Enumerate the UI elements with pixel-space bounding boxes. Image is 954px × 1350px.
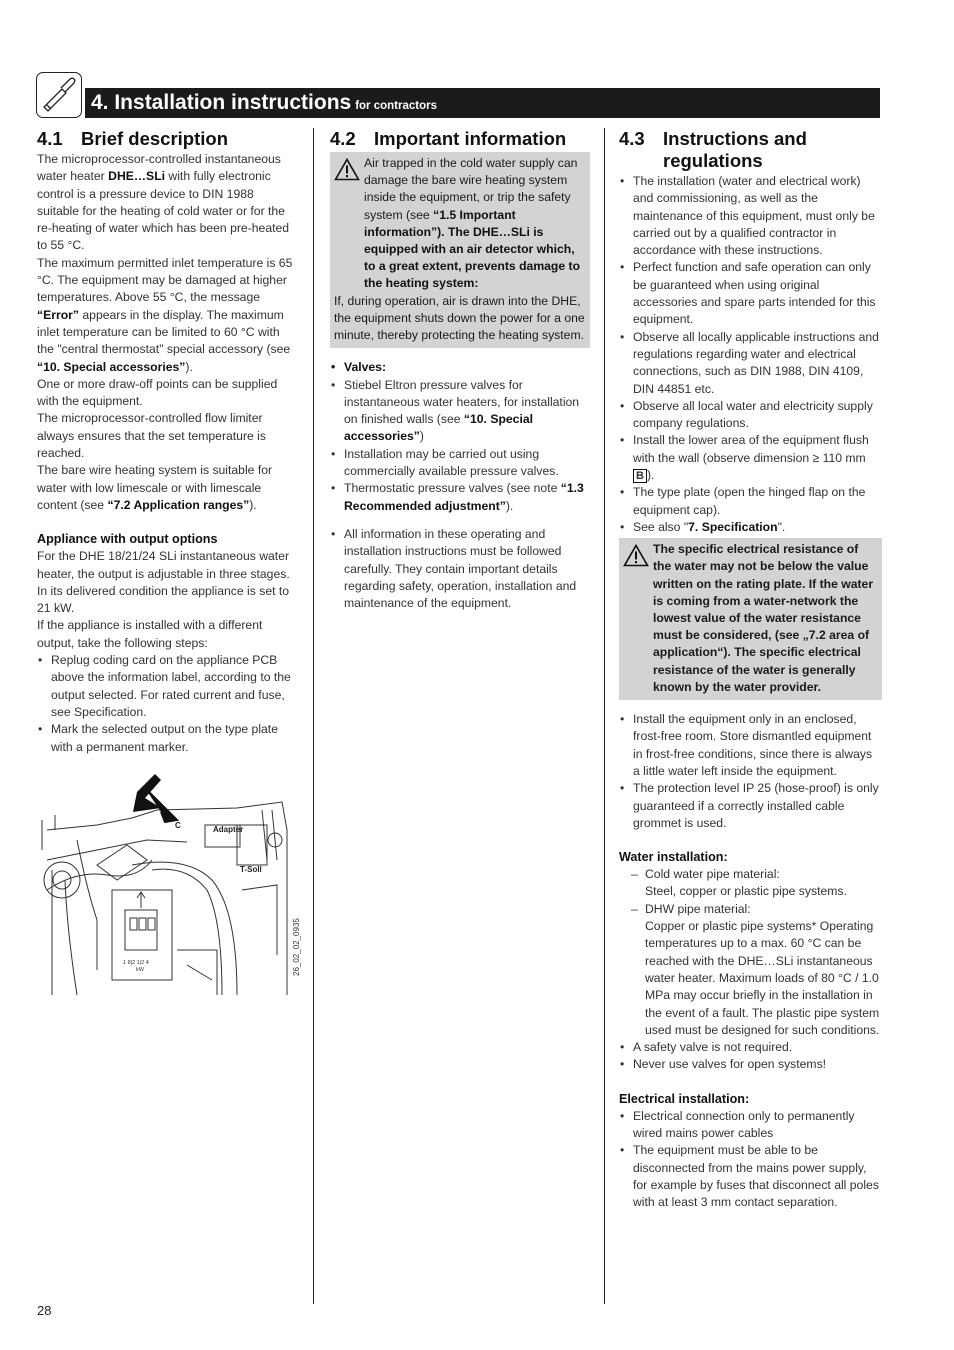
- figure-label-c: C: [175, 820, 181, 830]
- screwdriver-icon: [36, 72, 82, 118]
- list-item: • The protection level IP 25 (hose-proof) is only guaranteed if a correctly installed cable grommet is used.: [619, 780, 882, 832]
- page-number: 28: [37, 1303, 52, 1318]
- section-important-information: [330, 128, 590, 612]
- list-item: • Install the equipment only in an enclosed, frost-free room. Store dismantled equipment in frost-free conditions, since there is always a little water left inside the equipment.: [619, 711, 882, 780]
- list-item: • Installation may be carried out using commercially available pressure valves.: [330, 446, 590, 481]
- figure-label-adapter: Adapter: [213, 824, 244, 834]
- sub-heading: Appliance with output options: [37, 532, 218, 547]
- chapter-subtitle: for contractors: [355, 100, 437, 112]
- electrical-installation-list: [619, 1108, 882, 1212]
- column-divider: [313, 128, 314, 1304]
- regulations-list: [619, 711, 882, 832]
- paragraph: The microprocessor-controlled flow limiter always ensures that the set temperature is reached.: [37, 411, 266, 461]
- list-item: • Replug coding card on the appliance PCB above the information label, according to the output selected. For rated current and fuse, see Specification.: [37, 652, 299, 721]
- section-heading: 4.1 Brief description: [37, 128, 228, 149]
- pipe-material-list: [619, 866, 882, 1039]
- warning-icon: [623, 544, 649, 567]
- figure-label-kw: 1 8|2 1|2 4: [123, 959, 149, 966]
- paragraph: The maximum permitted inlet temperature is 65 °C. The equipment may be damaged at higher temperatures. Above 55 °C, the message “Error” appears in the display. The maximum inlet temperature can be limited to 60 °C with the "central thermostat" special accessory (see “10. Special accessories”).: [37, 255, 293, 374]
- paragraph: One or more draw-off points can be supplied with the equipment.: [37, 376, 278, 409]
- sub-heading: Electrical installation:: [619, 1091, 750, 1106]
- list-item: • All information in these operating and installation instructions must be followed carefully. They contain important details regarding safety, operation, installation and maintenance of the equipment.: [330, 526, 590, 612]
- list-item: • Perfect function and safe operation can only be guaranteed when using original accessories and spare parts intended for this equipment.: [619, 259, 882, 328]
- list-item: – Cold water pipe material: Steel, copper or plastic pipe systems.: [619, 866, 882, 901]
- list-item: • The installation (water and electrical work) and commissioning, as well as the maintenance of this equipment, must only be carried out by a qualified contractor in accordance with these instructions.: [619, 173, 882, 259]
- section-heading: 4.3 Instructions and regulations: [619, 128, 807, 171]
- regulations-list: [619, 173, 882, 536]
- dimension-b-label: B: [633, 469, 647, 483]
- list-item: • The equipment must be able to be disconnected from the mains power supply, for example by fuses that disconnect all poles with at least 3 mm contact separation.: [619, 1142, 882, 1211]
- list-item: • Observe all local water and electricity supply company regulations.: [619, 398, 882, 433]
- paragraph: The bare wire heating system is suitable for water with low limescale or with limescale content (see “7.2 Application ranges”).: [37, 463, 273, 512]
- list-item: • Mark the selected output on the type plate with a permanent marker.: [37, 721, 299, 756]
- column-divider: [604, 128, 605, 1304]
- water-installation-list: [619, 1039, 882, 1074]
- chapter-title: 4. Installation instructions: [91, 91, 352, 114]
- paragraph: If the appliance is installed with a different output, take the following steps:: [37, 618, 263, 650]
- list-item: • Thermostatic pressure valves (see note “1.3 Recommended adjustment”).: [330, 480, 590, 515]
- section-instructions-regulations: [619, 128, 882, 1211]
- paragraph: The microprocessor-controlled instantaneous water heater DHE…SLi with fully electronic control is a pressure device to DIN 1988 suitable for the heating of cold water or for the re-heating of water which has been pre-heated to 55 °C.: [37, 152, 290, 253]
- chapter-header-bar: [85, 88, 880, 118]
- warning-box: The specific electrical resistance of the water may not be below the value written on the rating plate. If the water is coming from a water-network the lowest value of the water resistance must be considered, (see „7.2 area of application“). The specific electrical resistance of the water is generally known by the water provider.: [619, 538, 882, 700]
- warning-box: Air trapped in the cold water supply can damage the bare wire heating system inside the equipment, or trip the safety system (see “1.5 Important information”). The DHE…SLi is equipped with an air detector which, to a great extent, prevents damage to the heating system: If, during operation, air is drawn into the DHE, the equipment shuts down the power for a one minute, thereby protecting the heating system.: [330, 152, 590, 348]
- valves-list: [330, 359, 590, 515]
- list-item: • Never use valves for open systems!: [619, 1056, 882, 1073]
- section-heading: 4.2 Important information: [330, 128, 567, 149]
- list-item: • The type plate (open the hinged flap on the equipment cap).: [619, 484, 882, 519]
- figure-label-tsoll: T-Soll: [240, 864, 262, 874]
- list-item: • A safety valve is not required.: [619, 1039, 882, 1056]
- paragraph: For the DHE 18/21/24 SLi instantaneous water heater, the output is adjustable in three stages. In its delivered condition the appliance is set to 21 kW.: [37, 549, 290, 616]
- section-brief-description: [37, 128, 299, 995]
- list-item: • Electrical connection only to permanently wired mains power cables: [619, 1108, 882, 1143]
- list-item: • Observe all locally applicable instructions and regulations regarding water and electrical connections, such as DIN 1988, DIN 4109, DIN 44851 etc.: [619, 329, 882, 398]
- warning-icon: [334, 158, 360, 181]
- figure-label-kw-unit: kW: [136, 966, 144, 973]
- list-item: • Stiebel Eltron pressure valves for instantaneous water heaters, for installation on finished walls (see “10. Special accessories”): [330, 377, 590, 446]
- notes-list: [330, 526, 590, 612]
- list-item: • Install the lower area of the equipment flush with the wall (observe dimension ≥ 110 mm B ).: [619, 432, 882, 484]
- valves-label: • Valves:: [330, 359, 590, 376]
- coding-card-illustration: [37, 770, 301, 995]
- list-item: • See also "7. Specification".: [619, 519, 882, 536]
- figure-code: 26_02_02_0935: [292, 917, 301, 976]
- sub-heading: Water installation:: [619, 850, 728, 865]
- list-item: – DHW pipe material: Copper or plastic pipe systems* Operating temperatures up to a max. 60 °C can be reached with the DHE…SLi instantaneous water heater. Maximum loads of 80 °C / 1.0 MPa may occur briefly in the installation in the event of a fault. The plastic pipe system used must be designed for such conditions.: [619, 901, 882, 1039]
- steps-list: [37, 652, 299, 756]
